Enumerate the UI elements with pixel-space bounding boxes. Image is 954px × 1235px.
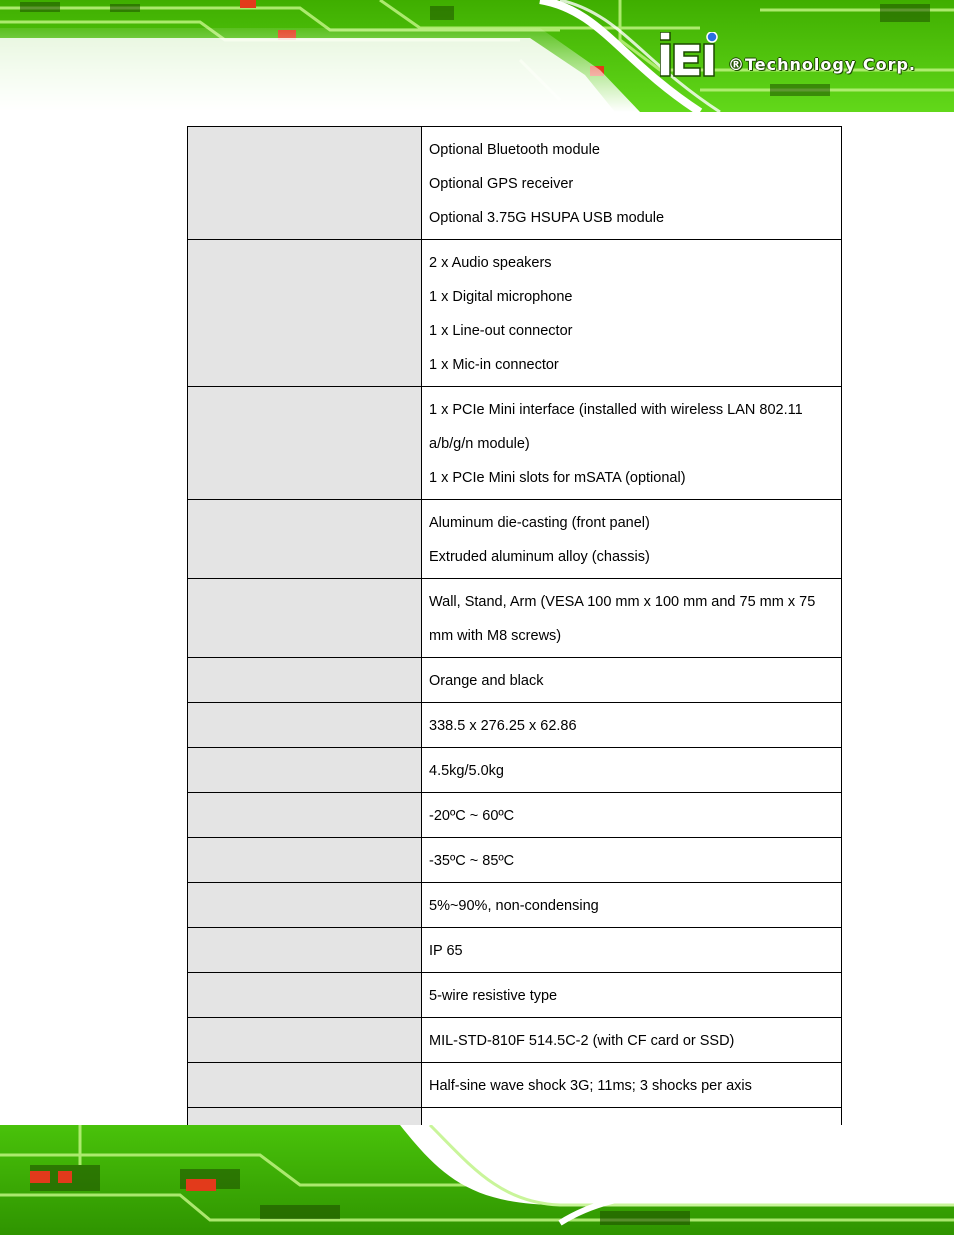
spec-value [422, 1018, 842, 1063]
spec-label [188, 500, 422, 579]
specification-table [187, 126, 842, 1153]
spec-value-line: Optional GPS receiver [429, 176, 574, 192]
spec-label [188, 748, 422, 793]
spec-label [188, 703, 422, 748]
spec-value [422, 1063, 842, 1108]
spec-value-line: Extruded aluminum alloy (chassis) [429, 549, 650, 565]
spec-value-line: Orange and black [429, 673, 544, 689]
spec-value-line: 1 x Mic-in connector [429, 357, 559, 373]
spec-label [188, 387, 422, 500]
spec-value-line: MIL-STD-810F 514.5C-2 (with CF card or SSD) [429, 1033, 735, 1049]
brand [660, 32, 916, 78]
spec-value [422, 658, 842, 703]
spec-row [188, 748, 842, 793]
spec-label [188, 658, 422, 703]
circuit-board-footer-graphic [0, 1125, 954, 1235]
spec-value-line: 5%~90%, non-condensing [429, 898, 599, 914]
spec-value [422, 973, 842, 1018]
spec-label [188, 127, 422, 240]
spec-value [422, 838, 842, 883]
spec-value-line: Wall, Stand, Arm (VESA 100 mm x 100 mm and 75 mm x 75 mm with M8 screws) [429, 594, 816, 644]
spec-value [422, 703, 842, 748]
spec-value-line: 338.5 x 276.25 x 62.86 [429, 718, 577, 734]
spec-label [188, 579, 422, 658]
spec-row [188, 703, 842, 748]
spec-value [422, 387, 842, 500]
spec-label [188, 1063, 422, 1108]
spec-value-line: IP 65 [429, 943, 463, 959]
spec-value-line: Half-sine wave shock 3G; 11ms; 3 shocks per axis [429, 1078, 752, 1094]
footer-banner [0, 1125, 954, 1235]
spec-label [188, 883, 422, 928]
spec-value-line: Aluminum die-casting (front panel) [429, 515, 650, 531]
spec-row [188, 1018, 842, 1063]
spec-value-line: 1 x PCIe Mini slots for mSATA (optional) [429, 470, 686, 486]
spec-value-line: Optional Bluetooth module [429, 142, 600, 158]
spec-value-line: Optional 3.75G HSUPA USB module [429, 210, 665, 226]
spec-row [188, 240, 842, 387]
spec-value [422, 579, 842, 658]
spec-value-line: 1 x Line-out connector [429, 323, 573, 339]
spec-value [422, 127, 842, 240]
spec-label [188, 793, 422, 838]
spec-row [188, 973, 842, 1018]
spec-row [188, 579, 842, 658]
spec-row [188, 883, 842, 928]
spec-value-line: 1 x Digital microphone [429, 289, 573, 305]
brand-text: ®Technology Corp. [728, 55, 916, 74]
spec-label [188, 1018, 422, 1063]
spec-value-line: 4.5kg/5.0kg [429, 763, 504, 779]
spec-row [188, 838, 842, 883]
spec-row [188, 127, 842, 240]
spec-label [188, 973, 422, 1018]
spec-row [188, 658, 842, 703]
spec-value [422, 500, 842, 579]
spec-value-line: 1 x PCIe Mini interface (installed with wireless LAN 802.11 a/b/g/n module) [429, 402, 803, 452]
header-banner [0, 0, 954, 112]
spec-value-line: 5-wire resistive type [429, 988, 558, 1004]
spec-value [422, 928, 842, 973]
spec-row [188, 793, 842, 838]
iei-logo-icon [660, 32, 724, 78]
spec-value [422, 883, 842, 928]
spec-label [188, 838, 422, 883]
spec-row [188, 500, 842, 579]
spec-value [422, 793, 842, 838]
spec-label [188, 240, 422, 387]
spec-row [188, 1063, 842, 1108]
spec-value [422, 748, 842, 793]
spec-value [422, 240, 842, 387]
spec-value-line: 2 x Audio speakers [429, 255, 552, 271]
spec-value-line: -20ºC ~ 60ºC [429, 808, 515, 824]
spec-value-line: -35ºC ~ 85ºC [429, 853, 515, 869]
spec-label [188, 928, 422, 973]
spec-row [188, 928, 842, 973]
spec-row [188, 387, 842, 500]
